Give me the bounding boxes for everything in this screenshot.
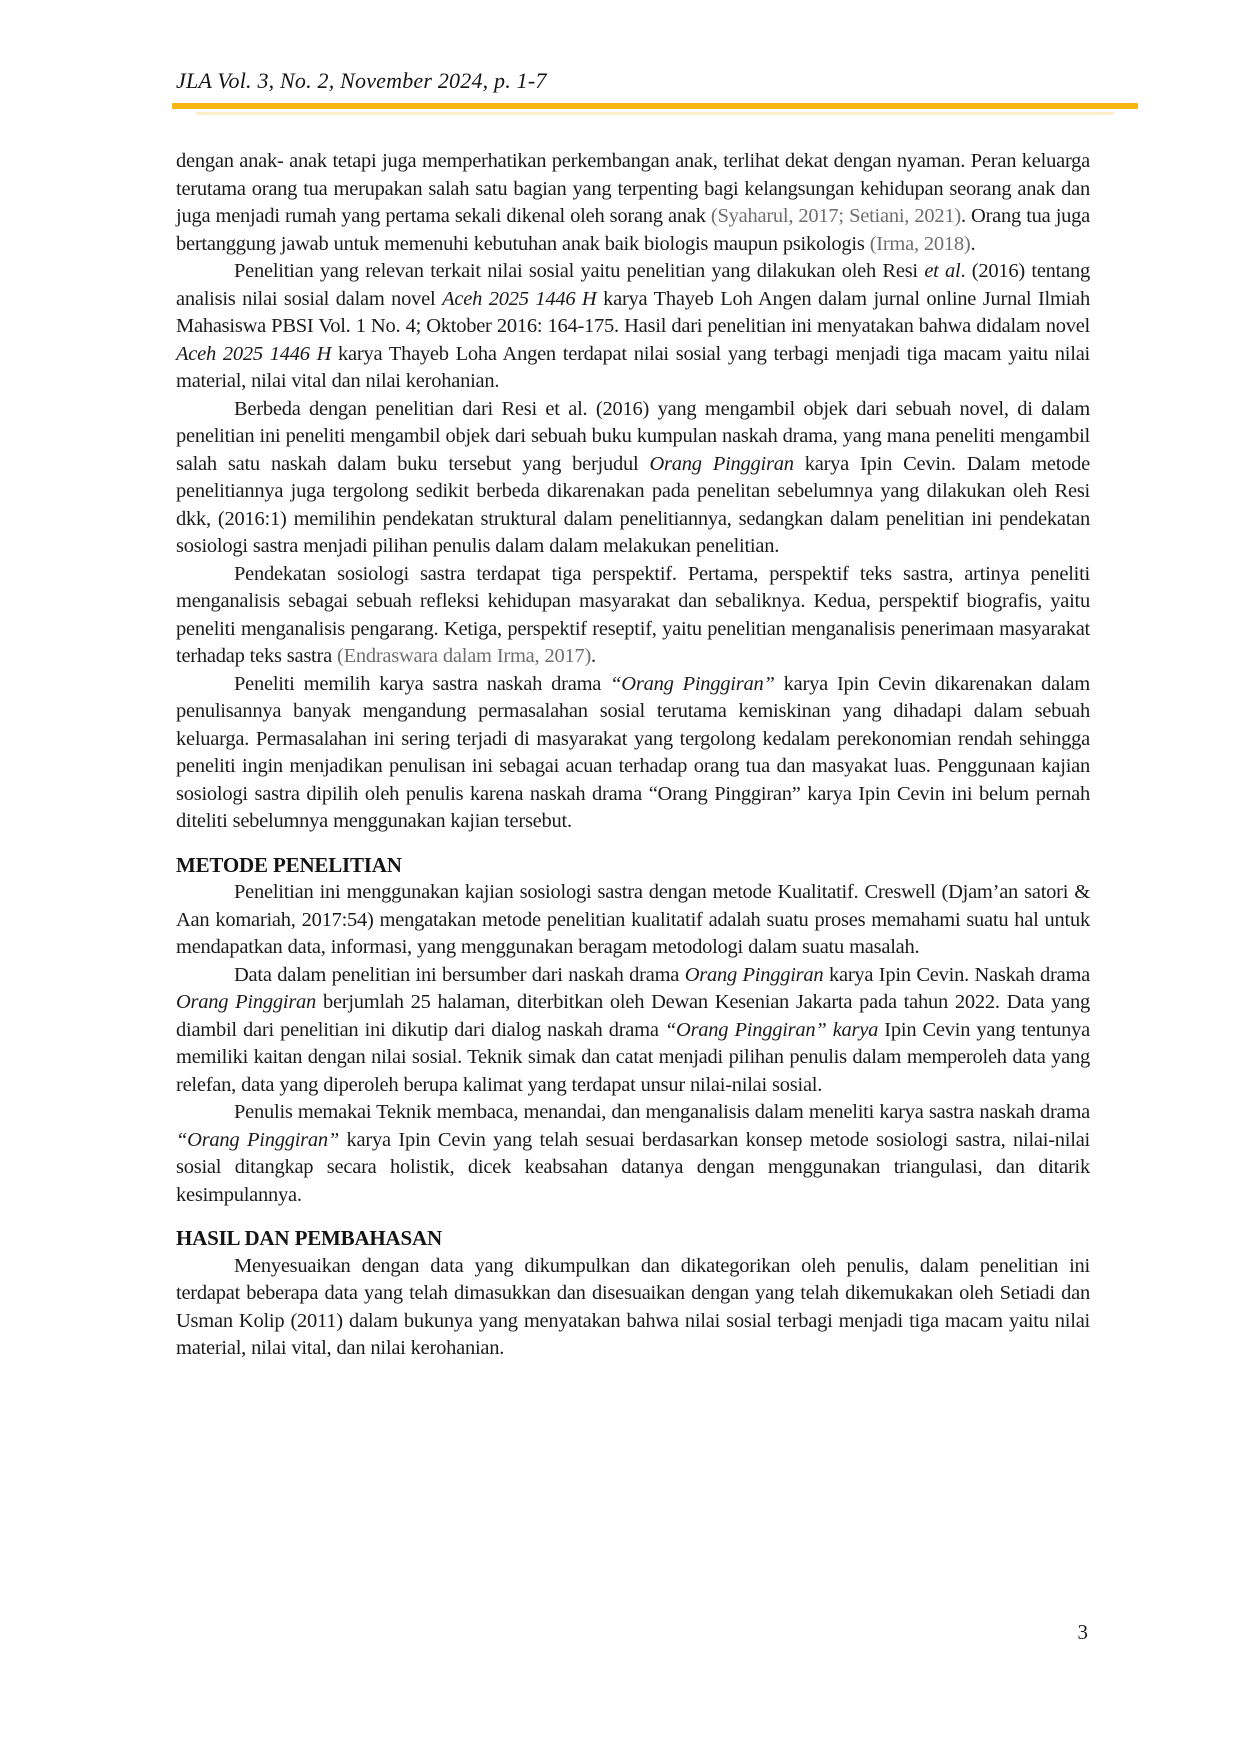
running-header: JLA Vol. 3, No. 2, November 2024, p. 1-7 [176,68,547,93]
italic-text: Orang Pinggiran [649,452,794,475]
article-body [176,148,1090,1363]
italic-text: “Orang Pinggiran” [176,1128,340,1151]
paragraph: Penelitian ini menggunakan kajian sosiologi sastra dengan metode Kualitatif. Creswell (Djam’an satori & Aan komariah, 2017:54) mengatakan metode penelitian kualitatif adalah suatu proses memahami suatu hal untuk mendapatkan data, informasi, yang menggunakan beragam metodologi dalam suatu masalah. [176,881,1090,958]
paragraph: Menyesuaikan dengan data yang dikumpulkan dan dikategorikan oleh penulis, dalam penelitian ini terdapat beberapa data yang telah dimasukkan dan disesuaikan dengan yang telah dikemukakan oleh Setiadi dan Usman Kolip (2011) dalam bukunya yang menyatakan bahwa nilai sosial terbagi menjadi tiga macam yaitu nilai material, nilai vital, dan nilai kerohanian. [176,1254,1090,1359]
italic-text: Aceh 2025 1446 H [442,287,597,310]
italic-text: “Orang Pinggiran” [610,672,775,695]
paragraph: Pendekatan sosiologi sastra terdapat tiga perspektif. Pertama, perspektif teks sastra, artinya peneliti menganalisis sebagai sebuah refleksi kehidupan masyarakat dan sebaliknya. Kedua, perspektif biografis, yaitu peneliti menganalisis pengarang. Ketiga, perspektif reseptif, yaitu penelitian menganalisis penerimaan masyarakat terhadap teks sastra (Endraswara dalam Irma, 2017). [176,562,1090,667]
paragraph: Data dalam penelitian ini bersumber dari naskah drama Orang Pinggiran karya Ipin Cevin. Naskah drama Orang Pinggiran berjumlah 25 halaman, diterbitkan oleh Dewan Kesenian Jakarta pada tahun 2022. Data yang diambil dari penelitian ini dikutip dari dialog naskah drama “Orang Pinggiran” karya Ipin Cevin yang tentunya memiliki kaitan dengan nilai sosial. Teknik simak dan catat menjadi pilihan penulis dalam memperoleh data yang relefan, data yang diperoleh berupa kalimat yang terdapat unsur nilai-nilai sosial. [176,963,1091,1096]
section-heading: METODE PENELITIAN [176,852,402,877]
citation: (Endraswara dalam Irma, 2017) [337,645,592,667]
italic-text: Orang Pinggiran [684,963,824,986]
paragraph: Penelitian yang relevan terkait nilai sosial yaitu penelitian yang dilakukan oleh Resi et al. (2016) tentang analisis nilai sosial dalam novel Aceh 2025 1446 H karya Thayeb Loh Angen dalam jurnal online Jurnal Ilmiah Mahasiswa PBSI Vol. 1 No. 4; Oktober 2016: 164-175. Hasil dari penelitian ini menyatakan bahwa didalam novel Aceh 2025 1446 H karya Thayeb Loha Angen terdapat nilai sosial yang terbagi menjadi tiga macam yaitu nilai material, nilai vital dan nilai kerohanian. [176,260,1090,392]
italic-text: et al [924,260,961,282]
header-rule-shadow [196,112,1114,115]
paragraph: Berbeda dengan penelitian dari Resi et al. (2016) yang mengambil objek dari sebuah novel, di dalam penelitian ini peneliti mengambil objek dari sebuah buku kumpulan naskah drama, yang mana peneliti mengambil salah satu naskah dalam buku tersebut yang berjudul Orang Pinggiran karya Ipin Cevin. Dalam metode penelitiannya juga tergolong sedikit berbeda dikarenakan pada penelitan sebelumnya yang dilakukan oleh Resi dkk, (2016:1) memilihin pendekatan struktural dalam penelitiannya, sedangkan dalam penelitian ini pendekatan sosiologi sastra menjadi pilihan penulis dalam dalam melakukan penelitian. [176,397,1091,557]
paragraph: Penulis memakai Teknik membaca, menandai, dan menganalisis dalam meneliti karya sastra naskah drama “Orang Pinggiran” karya Ipin Cevin yang telah sesuai berdasarkan konsep metode sosiologi sastra, nilai-nilai sosial ditangkap secara holistik, dicek keabsahan datanya dengan menggunakan triangulasi, dan ditarik kesimpulannya. [176,1101,1090,1206]
citation: (Irma, 2018) [869,232,971,255]
italic-text: “Orang Pinggiran” karya [664,1018,879,1041]
header-rule [172,103,1138,109]
italic-text: Aceh 2025 1446 H [176,342,332,365]
page-number: 3 [1077,1620,1088,1644]
citation: (Syaharul, 2017; Setiani, 2021) [710,205,961,227]
paragraph: Peneliti memilih karya sastra naskah drama “Orang Pinggiran” karya Ipin Cevin dikarenakan dalam penulisannya banyak mengandung permasalahan sosial terutama kemiskinan yang dihadapi dalam sebuah keluarga. Permasalahan ini sering terjadi di masyarakat yang tergolong kedalam perekonomian rendah sehingga peneliti ingin menjadikan penulisan ini sebagai acuan terhadap orang tua dan masyakat luas. Penggunaan kajian sosiologi sastra dipilih oleh penulis karena naskah drama “Orang Pinggiran” karya Ipin Cevin ini belum pernah diteliti sebelumnya menggunakan kajian tersebut. [176,672,1090,832]
paragraph: dengan anak- anak tetapi juga memperhatikan perkembangan anak, terlihat dekat dengan nyaman. Peran keluarga terutama orang tua merupakan salah satu bagian yang terpenting bagi kelangsungan kehidupan seorang anak dan juga menjadi rumah yang pertama sekali dikenal oleh sorang anak (Syaharul, 2017; Setiani, 2021). Orang tua juga bertanggung jawab untuk memenuhi kebutuhan anak baik biologis maupun psikologis (Irma, 2018). [176,150,1090,255]
section-heading: HASIL DAN PEMBAHASAN [176,1226,442,1250]
italic-text: Orang Pinggiran [176,991,317,1013]
